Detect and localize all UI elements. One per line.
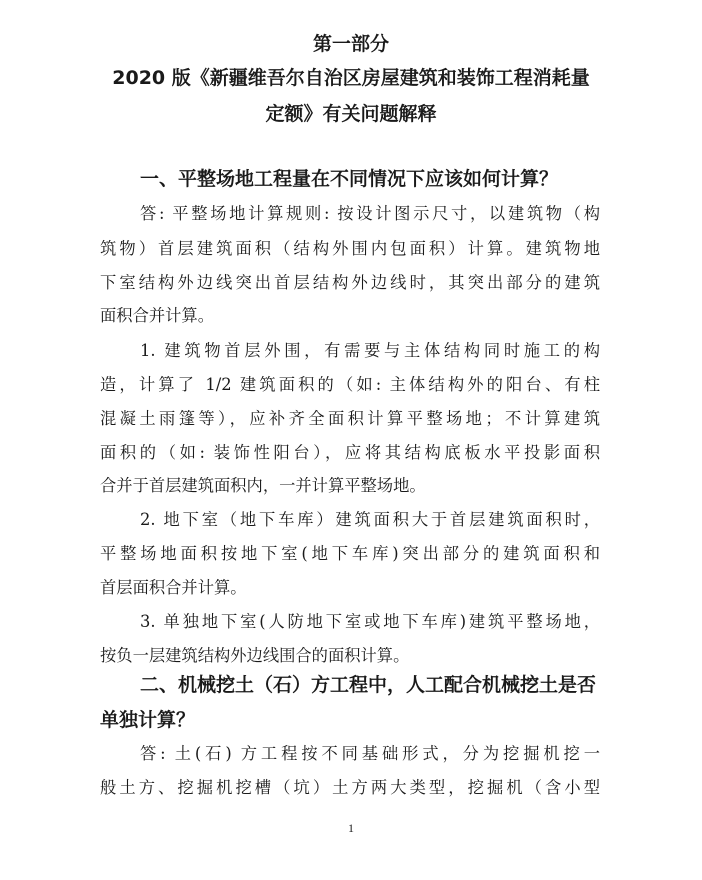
item-2-line: 首层面积合并计算。 [100,578,247,597]
item-3-line: 按负一层建筑结构外边线围合的面积计算。 [100,646,410,665]
page-number: 1 [348,821,354,835]
item-1-line: 造，计算了 1/2 建筑面积的（如: 主体结构外的阳台、有柱 [100,375,600,394]
item-1-line: 1. 建筑物首层外围，有需要与主体结构同时施工的构 [140,341,600,360]
question-2-heading: 二、机械挖土（石）方工程中，人工配合机械挖土是否 [140,674,597,696]
item-2-line: 2. 地下室（地下车库）建筑面积大于首层建筑面积时， [140,510,600,529]
item-1-line: 混凝土雨篷等），应补齐全面积计算平整场地；不计算建筑 [100,409,600,428]
document-title-line1: 2020 版《新疆维吾尔自治区房屋建筑和装饰工程消耗量 [112,67,590,89]
question-1-heading: 一、平整场地工程量在不同情况下应该如何计算？ [140,168,559,190]
document-title-line2: 定额》有关问题解释 [265,103,437,125]
question-2-heading: 单独计算？ [100,709,196,731]
answer-1-line: 答: 平整场地计算规则: 按设计图示尺寸，以建筑物（构 [140,204,600,223]
item-2-line: 平整场地面积按地下室(地下车库)突出部分的建筑面积和 [100,544,600,563]
answer-1-line: 面积合并计算。 [100,306,214,325]
answer-2-line: 般土方、挖掘机挖槽（坑）土方两大类型，挖掘机（含小型 [100,778,600,797]
answer-1-line: 筑物）首层建筑面积（结构外围内包面积）计算。建筑物地 [100,239,600,258]
item-3-line: 3. 单独地下室(人防地下室或地下车库)建筑平整场地， [140,612,600,631]
item-1-line: 面积的（如: 装饰性阳台），应将其结构底板水平投影面积 [100,443,600,462]
item-1-line: 合并于首层建筑面积内，一并计算平整场地。 [100,476,426,495]
part-heading: 第一部分 [312,33,389,55]
answer-1-line: 下室结构外边线突出首层结构外边线时，其突出部分的建筑 [100,273,600,292]
answer-2-line: 答: 土(石) 方工程按不同基础形式，分为挖掘机挖一 [140,744,600,763]
